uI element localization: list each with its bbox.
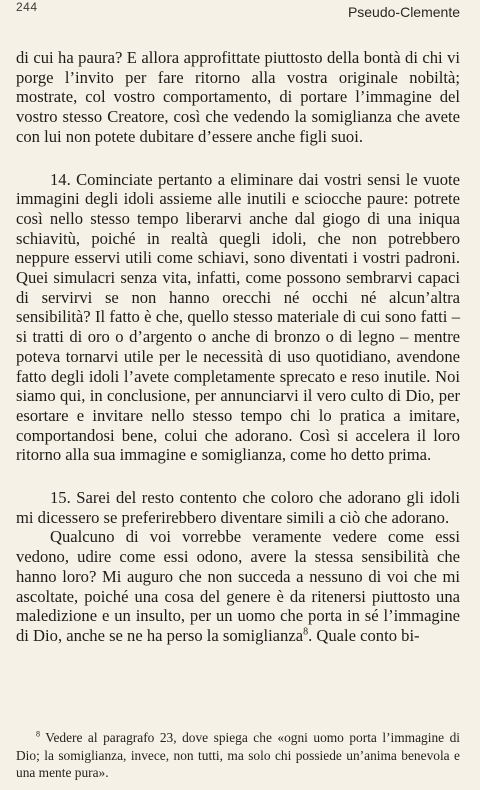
footnote xyxy=(16,729,460,782)
paragraph-section-15: 15. Sarei del resto contento che coloro che adorano gli idoli mi dicessero se preferirebbero diventare simili a ciò che adorano. xyxy=(16,488,460,527)
running-head xyxy=(16,0,460,24)
paragraph-gap xyxy=(16,465,460,488)
paragraph-tail: . Quale conto bi- xyxy=(308,625,420,645)
paragraph-gap xyxy=(16,147,460,170)
paragraph-text: Qualcuno di voi vorrebbe veramente vedere come essi vedono, udire come essi odono, avere la stessa sensibilità che hanno loro? Mi auguro che non succeda a nessuno di voi che mi ascoltate, poiché una cosa del genere è da ritenersi piuttosto una maledizione e un insulto, per un uomo che porta in sé l’immagine di Dio, anche se ne ha perso la somiglianza xyxy=(16,527,460,645)
paragraph-continuation: di cui ha paura? E allora approfittate piuttosto della bontà di chi vi porge l’invito per fare ritorno alla vostra originale nobiltà; mostrate, col vostro comportamento, di portare l’immagine del vostro stesso Creatore, così che vedendo la somiglianza che avete con lui non potete dubitare d’essere anche figli suoi. xyxy=(16,48,460,146)
footnote-text: Vedere al paragrafo 23, dove spiega che «ogni uomo porta l’immagine di Dio; la somiglianza, invece, non tutti, ma solo chi possiede un’anima benevola e una mente pura». xyxy=(16,730,460,780)
paragraph-section-15-continued xyxy=(16,527,460,645)
running-title: Pseudo-Clemente xyxy=(347,4,460,20)
main-text xyxy=(16,48,460,646)
footnote-reference[interactable]: 8 xyxy=(303,626,309,638)
paragraph-section-14: 14. Cominciate pertanto a eliminare dai vostri sensi le vuote immagini degli idoli assieme alle inutili e sciocche paure: potrete così nello stesso tempo liberarvi anche dal giogo di una iniqua schiavitù, poiché in realtà quegli idoli, che non potrebbero neppure esservi utili come schiavi, sono diventati i vostri padroni. Quei simulacri senza vita, infatti, come possono sembrarvi capaci di servirvi se non hanno orecchi né occhi né alcun’altra sensibilità? Il fatto è che, quello stesso materiale di cui sono fatti – si tratti di oro o d’argento o anche di bronzo o di legno – mentre poteva tornarvi utile per le necessità di uso quotidiano, avendone fatto degli idoli l’avete completamente sprecato e reso inutile. Noi siamo qui, in conclusione, per annunciarvi il vero culto di Dio, per esortare e invitare nello stesso tempo chi lo pratica a imitare, comportandosi bene, colui che adorano. Così si accelera il loro ritorno alla sua immagine e somiglianza, come ho detto prima. xyxy=(16,169,460,465)
page-number: 244 xyxy=(16,0,38,14)
footnote-mark: 8 xyxy=(36,729,41,739)
